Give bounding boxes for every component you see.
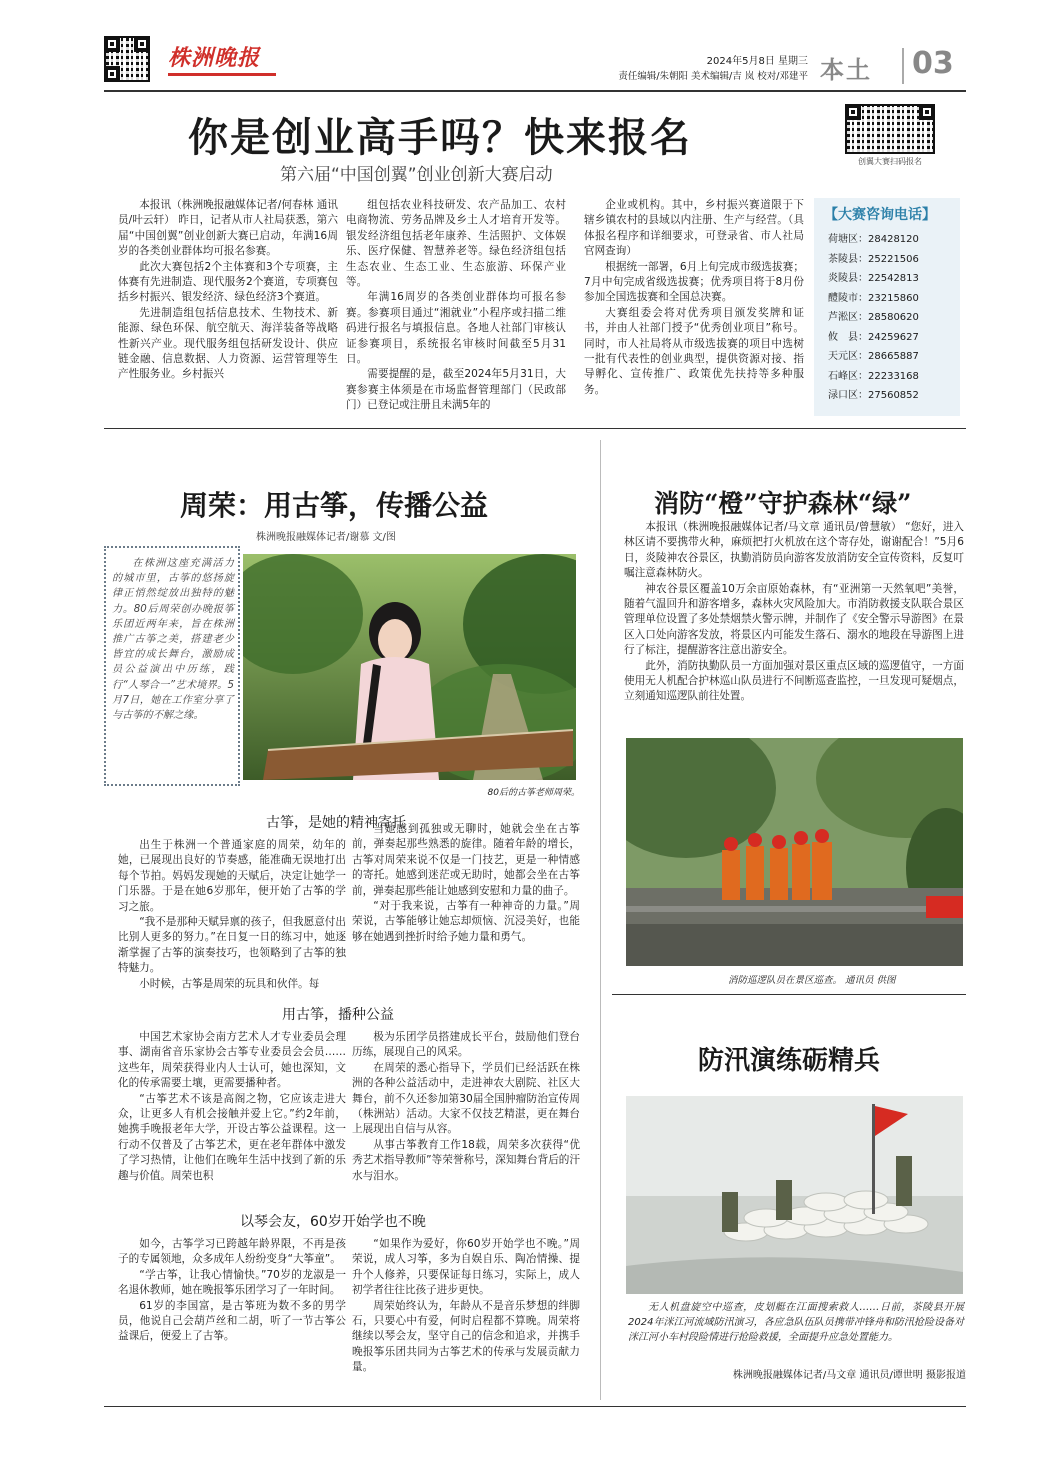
hotline-row — [828, 308, 946, 328]
hotline-phone: 28665887 — [868, 351, 919, 362]
article3-paragraph: 神农谷景区覆盖10万余亩原始森林，有“亚洲第一天然氧吧”美誉，随着气温回升和游客增多，森林火灾风险加大。市消防救援支队联合景区管理单位设置了多处禁烟禁火警示牌，并制作了《安全警示导游图》在景区入口处向游客发放，将景区内可能发生落石、溺水的地段在导游图上进行了标注，提醒游客注意出游安全。 — [624, 582, 964, 657]
hotline-separator: ： — [858, 390, 868, 401]
section1-paragraph: “我不是那种天赋异禀的孩子，但我愿意付出比别人更多的努力。”在日复一日的练习中，她逐渐掌握了古筝的演奏技巧，也领略到了古筝的独特魅力。 — [118, 916, 346, 975]
firefighter-photo-caption: 消防巡逻队员在景区巡查。 通讯员 供图 — [728, 975, 896, 986]
section2-paragraph: 极为乐团学员搭建成长平台，鼓励他们登台历练，展现自己的风采。 — [352, 1031, 580, 1059]
article1-paragraph: 大赛组委会将对优秀项目颁发奖牌和证书，并由人社部门授予“优秀创业项目”称号。同时，市人社局将从市级选拔赛的项目中选树一批有代表性的创业典型，提供资源对接、指导孵化、宣传推广、政策优先扶持等多种服务。 — [584, 306, 804, 396]
article1-column-3 — [584, 198, 804, 398]
article3-paragraph: 本报讯（株洲晚报融媒体记者/马文章 通讯员/曾慧敏） “您好，进入林区请不要携带火种，麻烦把打火机放在这个寄存处，谢谢配合！”5月6日，炎陵神农谷景区，执勤消防员向游客发放消防安全宣传资料，反复叮嘱注意森林防火。 — [624, 521, 964, 580]
hotline-box — [814, 198, 960, 416]
signup-qr-code — [845, 104, 935, 154]
article1-paragraph: 年满16周岁的各类创业群体均可报名参赛。参赛项目通过“湘就业”小程序或扫描二维码进行报名与填报信息。各地人社部门审核认证参赛项目，系统报名审核时间截至5月31日。 — [346, 291, 566, 366]
section1-paragraph: 小时候，古筝是周荣的玩具和伙伴。每 — [139, 977, 320, 990]
article1-headline: 你是创业高手吗？快来报名 — [188, 115, 692, 161]
article4-headline: 防汛演练砺精兵 — [698, 1046, 881, 1076]
hotline-row — [828, 230, 946, 250]
section1-paragraph: “对于我来说，古筝有一种神奇的力量。”周荣说，古筝能够让她忘却烦恼、沉浸美好，也能够在她遇到挫折时给予她力量和勇气。 — [352, 900, 580, 943]
header-rule — [104, 90, 966, 92]
hotline-phone: 24259627 — [868, 331, 919, 343]
article3-paragraph: 此外，消防执勤队员一方面加强对景区重点区域的巡逻值守，一方面使用无人机配合护林巡山队员进行不间断巡查监控，一旦发现可疑烟点，立刻通知巡逻队前往处置。 — [624, 659, 964, 703]
flood-drill-photo — [626, 1096, 963, 1294]
editor-credits: 责任编辑/朱朝阳 美术编辑/吉 岚 校对/邓建平 — [618, 71, 808, 82]
section3-paragraph: 61岁的李国富，是古筝班为数不多的男学员，他说自己会葫芦丝和二胡，听了一节古筝公益课后，便爱上了古筝。 — [118, 1299, 346, 1343]
masthead-qr-code — [104, 36, 150, 82]
hotline-row — [828, 250, 946, 270]
article3-bottom-rule — [612, 994, 966, 995]
hotline-district: 炎陵县 — [828, 273, 858, 284]
hotline-row — [828, 328, 946, 348]
section2-paragraph: 中国艺术家协会南方艺术人才专业委员会理事、湖南省音乐家协会古筝专业委员会会员……这些年，周荣获得业内人士认可，她也深知，文化的传承需要土壤，更需要播种者。 — [118, 1031, 346, 1090]
article1-paragraph: 先进制造组包括信息技术、生物技术、新能源、绿色环保、航空航天、海洋装备等战略性新兴产业。现代服务组包括研发设计、供应链金融、信息数据、人力资源、运营管理等生产性服务业。乡村振兴 — [118, 306, 338, 381]
hotline-separator: ： — [858, 312, 868, 323]
hotline-district: 茶陵县 — [828, 253, 858, 265]
section2-paragraph: “古筝艺术不该是高阁之物，它应该走进大众，让更多人有机会接触并爱上它。”约2年前，她携手晚报老年大学，开设古筝公益课程。这一行动不仅普及了古筝艺术，更在老年群体中激发了学习热情，让他们在晚年生活中找到了新的乐趣与价值。周荣也积 — [118, 1092, 346, 1182]
article1-subheadline: 第六届“中国创翼”创业创新大赛启动 — [280, 165, 553, 185]
hotline-phone: 22542813 — [868, 273, 919, 284]
hotline-phone: 27560852 — [868, 390, 919, 401]
section3-column-2 — [352, 1237, 580, 1376]
article3-body — [624, 520, 964, 705]
article1-bottom-rule — [104, 428, 966, 429]
hotline-district: 天元区 — [828, 351, 858, 362]
article1-paragraph: 需要提醒的是，截至2024年5月31日，大赛参赛主体须是在市场监督管理部门（民政部门）已登记或注册且未满5年的 — [346, 368, 566, 412]
masthead-logo: 株洲晚报 — [168, 44, 276, 76]
section1-column-2 — [352, 822, 580, 945]
article1-paragraph: 组包括农业科技研发、农产品加工、农村电商物流、劳务品牌及乡土人才培育开发等。银发经济组包括老年康养、生活照护、文体娱乐、医疗保健、智慧养老等。绿色经济组包括生态农业、生态工业、生态旅游、环保产业等。 — [346, 199, 566, 289]
hotline-district: 芦淞区 — [828, 312, 858, 323]
section-divider — [902, 48, 904, 84]
article1-paragraph: 根据统一部署，6月上旬完成市级选拔赛；7月中旬完成省级选拔赛；优秀项目将于8月份参加全国选拔赛和全国总决赛。 — [584, 260, 804, 304]
section3-paragraph: “如果作为爱好，你60岁开始学也不晚。”周荣说，成人习筝，多为自娱自乐、陶冶情操、提升个人修养，只要保证每日练习，实际上，成人初学者往往比孩子进步更快。 — [352, 1238, 580, 1297]
signup-qr-caption: 创翼大赛扫码报名 — [858, 157, 922, 166]
guzheng-teacher-photo — [243, 554, 576, 780]
hotline-separator: ： — [858, 234, 868, 245]
section2-column-1 — [118, 1030, 346, 1184]
section2-paragraph: 在周荣的悉心指导下，学员们已经活跃在株洲的各种公益活动中，走进神农大剧院、社区大舞台，前不久还参加第30届全国肿瘤防治宣传周（株洲站）活动。大家不仅技艺精湛，更在舞台上展现出自信与从容。 — [352, 1061, 580, 1136]
hotline-row — [828, 386, 946, 406]
article1-column-1 — [118, 198, 338, 383]
hotline-district: 醴陵市 — [828, 292, 858, 304]
section1-column-1 — [118, 838, 346, 992]
hotline-district: 荷塘区 — [828, 234, 858, 245]
section3-heading: 以琴会友，60岁开始学也不晚 — [240, 1214, 426, 1230]
hotline-row — [828, 347, 946, 367]
guzheng-photo-caption: 80后的古筝老师周荣。 — [487, 788, 580, 798]
flood-drill-caption: 无人机盘旋空中巡查，皮划艇在江面搜索救人……日前，茶陵县开展2024年洣江河流域防汛演习，各应急队伍队员携带冲锋舟和防汛抢险设备对洣江河小车村段险情进行抢险救援，全面提升应急处置能力。 — [628, 1302, 964, 1343]
hotline-row — [828, 269, 946, 289]
hotline-separator: ： — [858, 273, 868, 284]
section2-heading: 用古筝，播种公益 — [282, 1007, 394, 1023]
section1-heading: 古筝，是她的精神寄托 — [266, 815, 406, 831]
hotline-district: 渌口区 — [828, 390, 858, 401]
hotline-separator: ： — [858, 331, 868, 343]
section1-paragraph: 出生于株洲一个普通家庭的周荣，幼年的她，已展现出良好的节奏感，能准确无误地打出每个节拍。妈妈发现她的天赋后，决定让她学一门乐器。于是在她6岁那年，便开始了古筝的学习之旅。 — [118, 839, 346, 913]
section1-paragraph: 当她感到孤独或无聊时，她就会坐在古筝前，弹奏起那些熟悉的旋律。随着年龄的增长，古筝对周荣来说不仅是一门技艺，更是一种情感的寄托。她感到迷茫或无助时，她都会坐在古筝前，弹奏起那些能让她感到安慰和力量的曲子。 — [352, 823, 580, 897]
hotline-separator: ： — [858, 253, 868, 265]
hotline-separator: ： — [858, 370, 868, 382]
section3-column-1 — [118, 1237, 346, 1345]
hotline-district: 石峰区 — [828, 370, 858, 382]
hotline-phone: 22233168 — [868, 370, 919, 382]
page-bottom-rule — [104, 1406, 966, 1407]
section3-paragraph: “学古筝，让我心情愉快。”70岁的龙淑是一名退休教师，她在晚报筝乐团学习了一年时间。 — [118, 1268, 346, 1297]
article1-column-2 — [346, 198, 566, 414]
hotline-phone: 28428120 — [868, 234, 919, 245]
article1-paragraph: 企业或机构。其中，乡村振兴赛道限于下辖乡镇农村的县域以内注册、生产与经营。（具体报名程序和详细要求，可登录省、市人社局官网查询） — [584, 199, 804, 258]
hotline-title: 【大赛咨询电话】 — [824, 207, 936, 223]
page-number: 03 — [912, 46, 954, 81]
article2-intro: 在株洲这座充满活力的城市里，古筝的悠扬旋律正悄然绽放出独特的魅力。80后周荣创办晚报筝乐团近两年来，旨在株洲推广古筝之美，搭建老少皆宜的成长舞台，激励成员公益演出中历练，践行“人琴合一”艺术境界。5月7日，她在工作室分享了与古筝的不解之缘。 — [112, 558, 234, 722]
hotline-list — [814, 228, 960, 408]
hotline-separator: ： — [858, 292, 868, 304]
section3-paragraph: 如今，古筝学习已跨越年龄界限，不再是孩子的专属领地，众多成年人纷纷变身“大筝童”。 — [118, 1238, 346, 1266]
hotline-phone: 23215860 — [868, 292, 919, 304]
section-name: 本土 — [820, 56, 872, 84]
section2-column-2 — [352, 1030, 580, 1184]
article1-paragraph: 此次大赛包括2个主体赛和3个专项赛，主体赛有先进制造、现代服务2个赛道，专项赛包括乡村振兴、银发经济、绿色经济3个赛道。 — [118, 260, 338, 304]
article3-headline: 消防“橙”守护森林“绿” — [654, 489, 912, 518]
flood-drill-credit: 株洲晚报融媒体记者/马文章 通讯员/谭世明 摄影报道 — [732, 1370, 966, 1381]
firefighter-patrol-photo — [626, 738, 963, 966]
issue-date: 2024年5月8日 星期三 — [706, 56, 808, 67]
section2-paragraph: 从事古筝教育工作18载，周荣多次获得“优秀艺术指导教师”等荣誉称号，深知舞台背后的汗水与泪水。 — [352, 1138, 580, 1182]
hotline-phone: 28580620 — [868, 312, 919, 323]
hotline-row — [828, 289, 946, 309]
article1-paragraph: 本报讯（株洲晚报融媒体记者/何春林 通讯员/叶云轩） 昨日，记者从市人社局获悉，第六届“中国创翼”创业创新大赛已启动，年满16周岁的各类创业群体均可报名参赛。 — [118, 199, 338, 258]
hotline-row — [828, 367, 946, 387]
article2-byline: 株洲晚报融媒体记者/谢慕 文/图 — [256, 532, 396, 543]
article2-headline: 周荣：用古筝，传播公益 — [180, 489, 489, 522]
column-divider — [600, 440, 601, 1400]
hotline-district: 攸 县 — [828, 331, 858, 343]
hotline-separator: ： — [858, 351, 868, 362]
hotline-phone: 25221506 — [868, 253, 919, 265]
section3-paragraph: 周荣始终认为，年龄从不是音乐梦想的绊脚石，只要心中有爱，何时启程都不算晚。周荣将继续以琴会友，坚守自己的信念和追求，并携手晚报筝乐团共同为古筝艺术的传承与发展贡献力量。 — [352, 1299, 580, 1374]
